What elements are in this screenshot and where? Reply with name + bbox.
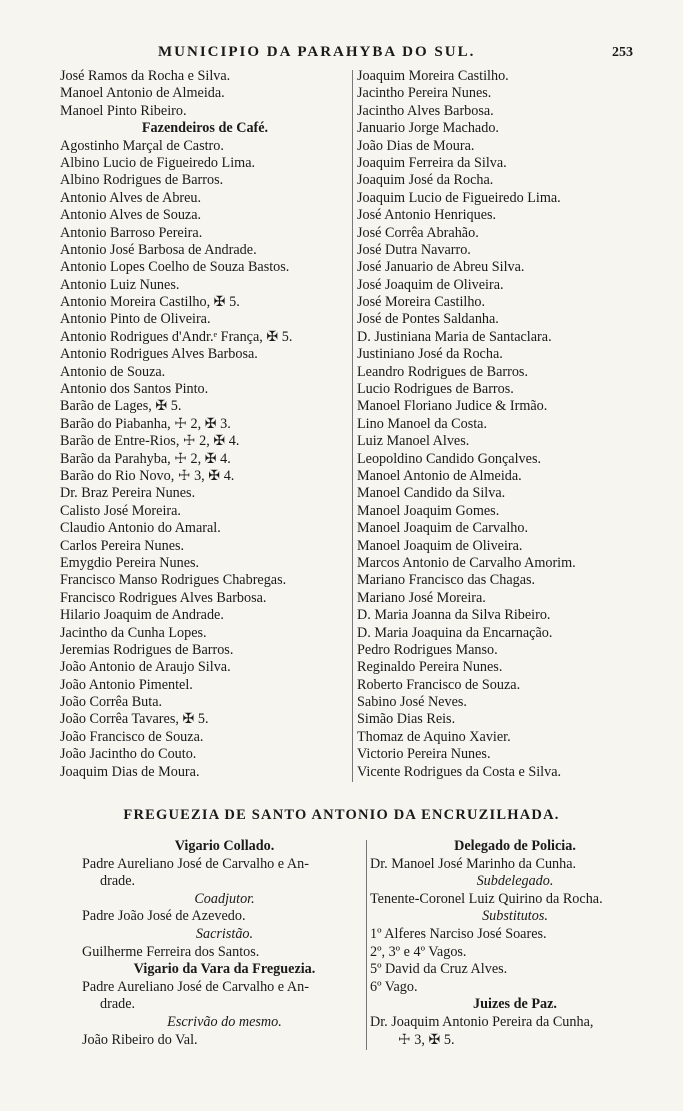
name-entry: Calisto José Moreira. — [60, 502, 181, 519]
name-entry: Justiniano José da Rocha. — [357, 346, 503, 363]
name-entry: Antonio Lopes Coelho de Souza Bastos. — [60, 259, 290, 276]
name-entry: Manoel Joaquim de Oliveira. — [357, 537, 523, 554]
name-entry: Antonio Rodrigues Alves Barbosa. — [60, 346, 258, 363]
name-entry: Lino Manoel da Costa. — [357, 415, 488, 432]
name-entry: Manoel Candido da Silva. — [357, 485, 506, 502]
name-entry: Thomaz de Aquino Xavier. — [357, 728, 511, 745]
name-entry: Emygdio Pereira Nunes. — [60, 554, 200, 571]
name-entry: Francisco Manso Rodrigues Chabregas. — [60, 572, 287, 589]
name-entry: Jacintho Pereira Nunes. — [357, 85, 492, 102]
name-entry: José de Pontes Saldanha. — [357, 311, 499, 328]
name-entry: João Antonio de Araujo Silva. — [60, 659, 231, 676]
left-name-column — [60, 68, 350, 781]
name-entry: Antonio dos Santos Pinto. — [60, 381, 209, 398]
name-entry: Jacintho da Cunha Lopes. — [60, 624, 207, 641]
entry-heading: Vigario da Vara da Freguezia. — [133, 961, 316, 978]
name-entry: Vicente Rodrigues da Costa e Silva. — [357, 763, 562, 780]
section-column-divider — [366, 840, 367, 1050]
name-entry: Agostinho Marçal de Castro. — [60, 137, 224, 154]
name-entry: 5º David da Cruz Alves. — [370, 961, 508, 978]
entry-heading: Fazendeiros de Café. — [141, 120, 269, 137]
name-entry: Victorio Pereira Nunes. — [357, 746, 491, 763]
section-left-column — [82, 838, 367, 1049]
name-entry: 2º, 3º e 4º Vagos. — [370, 943, 467, 960]
name-entry: Dr. Braz Pereira Nunes. — [60, 485, 196, 502]
name-entry: Roberto Francisco de Souza. — [357, 676, 521, 693]
name-entry: Padre Aureliano José de Carvalho e An- — [82, 978, 309, 995]
name-entry: José Joaquim de Oliveira. — [357, 276, 504, 293]
name-entry: Manoel Joaquim de Carvalho. — [357, 520, 528, 537]
name-entry: João Antonio Pimentel. — [60, 676, 193, 693]
right-name-column — [357, 68, 625, 781]
name-entry: José Januario de Abreu Silva. — [357, 259, 525, 276]
name-entry: Tenente-Coronel Luiz Quirino da Rocha. — [370, 890, 603, 907]
name-entry: Joaquim Lucio de Figueiredo Lima. — [357, 189, 561, 206]
name-entry: José Moreira Castilho. — [357, 294, 486, 311]
page-number: 253 — [612, 45, 633, 60]
name-entry: Leopoldino Candido Gonçalves. — [357, 450, 542, 467]
entry-heading: Subdelegado. — [476, 873, 554, 890]
entry-heading: Delegado de Policia. — [454, 838, 576, 854]
name-entry: Barão do Piabanha, ☩ 2, ✠ 3. — [60, 415, 231, 432]
name-entry: Luiz Manoel Alves. — [357, 433, 470, 450]
name-entry: Manoel Floriano Judice & Irmão. — [357, 398, 548, 415]
name-entry: José Dutra Navarro. — [357, 241, 471, 258]
name-entry: Barão de Entre-Rios, ☩ 2, ✠ 4. — [60, 433, 240, 450]
name-entry: Dr. Joaquim Antonio Pereira da Cunha, — [370, 1013, 594, 1030]
name-entry: Simão Dias Reis. — [357, 711, 456, 728]
name-entry: Barão de Lages, ✠ 5. — [60, 398, 182, 415]
running-title: MUNICIPIO DA PARAHYBA DO SUL. — [158, 44, 476, 60]
name-entry: Manoel Pinto Ribeiro. — [60, 102, 187, 119]
name-entry: Barão do Rio Novo, ☩ 3, ✠ 4. — [60, 467, 235, 484]
name-entry: Claudio Antonio do Amaral. — [60, 520, 221, 537]
name-entry: José Corrêa Abrahão. — [357, 224, 479, 241]
name-entry: Joaquim José da Rocha. — [357, 172, 494, 189]
page-header — [0, 44, 683, 66]
name-entry: Hilario Joaquim de Andrade. — [60, 607, 224, 624]
name-entry: 6º Vago. — [370, 978, 418, 995]
name-entry: Joaquim Dias de Moura. — [60, 763, 200, 780]
name-entry: Antonio Alves de Abreu. — [60, 189, 202, 206]
name-entry: Joaquim Moreira Castilho. — [357, 68, 509, 84]
name-entry: D. Maria Joanna da Silva Ribeiro. — [357, 607, 551, 624]
name-entry: drade. — [100, 996, 136, 1013]
name-entry: Antonio Rodrigues d'Andr.ᵉ França, ✠ 5. — [60, 328, 293, 345]
name-entry: Mariano José Moreira. — [357, 589, 486, 606]
entry-heading: Substitutos. — [482, 908, 548, 925]
name-entry: ☩ 3, ✠ 5. — [398, 1031, 455, 1048]
entry-heading: Escrivão do mesmo. — [167, 1013, 282, 1030]
name-entry: Joaquim Ferreira da Silva. — [357, 154, 507, 171]
column-divider — [352, 70, 353, 782]
name-entry: Carlos Pereira Nunes. — [60, 537, 185, 554]
name-entry: Manoel Antonio de Almeida. — [357, 467, 522, 484]
name-entry: Antonio José Barbosa de Andrade. — [60, 241, 257, 258]
name-entry: D. Maria Joaquina da Encarnação. — [357, 624, 553, 641]
name-entry: Marcos Antonio de Carvalho Amorim. — [357, 554, 576, 571]
entry-heading: Sacristão. — [195, 925, 254, 942]
name-entry: Jacintho Alves Barbosa. — [357, 102, 494, 119]
name-entry: João Corrêa Tavares, ✠ 5. — [60, 711, 209, 728]
name-entry: José Ramos da Rocha e Silva. — [60, 68, 231, 84]
name-entry: João Francisco de Souza. — [60, 728, 204, 745]
name-entry: João Corrêa Buta. — [60, 694, 163, 711]
name-entry: Antonio de Souza. — [60, 363, 166, 380]
name-entry: drade. — [100, 873, 136, 890]
name-entry: Dr. Manoel José Marinho da Cunha. — [370, 855, 577, 872]
name-entry: Guilherme Ferreira dos Santos. — [82, 943, 260, 960]
entry-heading: Coadjutor. — [194, 890, 255, 907]
name-entry: Antonio Barroso Pereira. — [60, 224, 203, 241]
entry-heading: Juizes de Paz. — [473, 996, 557, 1013]
section-right-column — [370, 838, 660, 1049]
name-entry: Pedro Rodrigues Manso. — [357, 641, 498, 658]
name-entry: Jeremias Rodrigues de Barros. — [60, 641, 234, 658]
name-entry: João Dias de Moura. — [357, 137, 475, 154]
name-entry: João Ribeiro do Val. — [82, 1031, 198, 1048]
name-entry: Barão da Parahyba, ☩ 2, ✠ 4. — [60, 450, 231, 467]
name-entry: Padre João José de Azevedo. — [82, 908, 246, 925]
name-entry: D. Justiniana Maria de Santaclara. — [357, 328, 552, 345]
name-entry: Albino Lucio de Figueiredo Lima. — [60, 154, 256, 171]
name-entry: Antonio Alves de Souza. — [60, 207, 202, 224]
name-entry: José Antonio Henriques. — [357, 207, 497, 224]
name-entry: 1º Alferes Narciso José Soares. — [370, 925, 547, 942]
name-entry: Reginaldo Pereira Nunes. — [357, 659, 503, 676]
name-entry: Antonio Moreira Castilho, ✠ 5. — [60, 294, 240, 311]
name-entry: Leandro Rodrigues de Barros. — [357, 363, 528, 380]
name-entry: Antonio Luiz Nunes. — [60, 276, 180, 293]
name-entry: João Jacintho do Couto. — [60, 746, 197, 763]
name-entry: Padre Aureliano José de Carvalho e An- — [82, 855, 309, 872]
name-entry: Manoel Joaquim Gomes. — [357, 502, 500, 519]
name-entry: Albino Rodrigues de Barros. — [60, 172, 224, 189]
section-title: FREGUEZIA DE SANTO ANTONIO DA ENCRUZILHADA. — [123, 807, 560, 823]
entry-heading: Vigario Collado. — [174, 838, 275, 854]
name-entry: Januario Jorge Machado. — [357, 120, 499, 137]
name-entry: Manoel Antonio de Almeida. — [60, 85, 225, 102]
name-entry: Francisco Rodrigues Alves Barbosa. — [60, 589, 267, 606]
name-entry: Mariano Francisco das Chagas. — [357, 572, 536, 589]
name-entry: Antonio Pinto de Oliveira. — [60, 311, 211, 328]
name-entry: Lucio Rodrigues de Barros. — [357, 381, 514, 398]
name-entry: Sabino José Neves. — [357, 694, 467, 711]
